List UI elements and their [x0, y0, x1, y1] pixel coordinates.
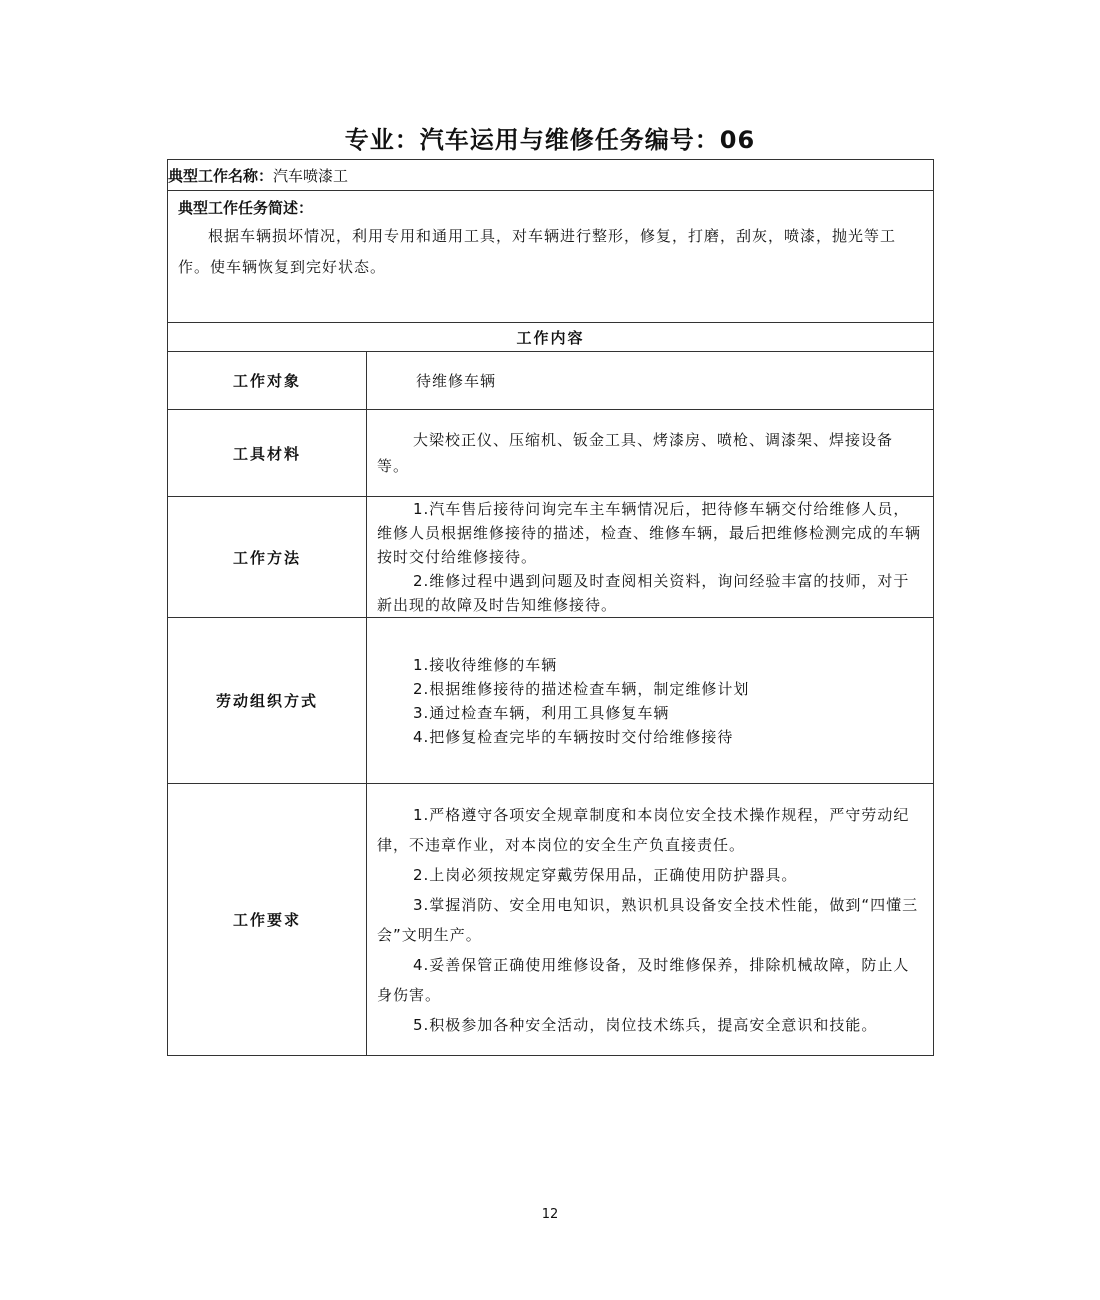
- work-object-row: [168, 352, 934, 410]
- tools-row: [168, 410, 934, 497]
- work-object-content: [367, 352, 934, 410]
- tools-text: 大梁校正仪、压缩机、钣金工具、烤漆房、喷枪、调漆架、焊接设备等。: [377, 431, 894, 475]
- job-name-label: 典型工作名称：: [168, 166, 274, 185]
- labor-line-1: 1.接收待维修的车辆: [413, 655, 558, 674]
- requirements-line-3: 3.掌握消防、安全用电知识，熟识机具设备安全技术性能，做到“四懂三会”文明生产。: [377, 895, 919, 944]
- labor-line-2: 2.根据维修接待的描述检查车辆，制定维修计划: [413, 679, 750, 698]
- task-table: [167, 159, 934, 1056]
- requirements-line-1: 1.严格遵守各项安全规章制度和本岗位安全技术操作规程，严守劳动纪律，不违章作业，对本岗位的安全生产负直接责任。: [377, 805, 910, 854]
- work-object-label: 工作对象: [168, 352, 367, 410]
- method-line-1: 1.汽车售后接待问询完车主车辆情况后，把待修车辆交付给维修人员，维修人员根据维修接待的描述，检查、维修车辆，最后把维修检测完成的车辆按时交付给维修接待。: [377, 500, 922, 566]
- requirements-line-4: 4.妥善保管正确使用维修设备，及时维修保养，排除机械故障，防止人身伤害。: [377, 955, 910, 1004]
- work-content-title-row: [168, 323, 934, 352]
- tools-content: [367, 410, 934, 497]
- requirements-line-2: 2.上岗必须按规定穿戴劳保用品，正确使用防护器具。: [413, 865, 798, 884]
- method-content: [367, 497, 934, 618]
- requirements-label: 工作要求: [168, 784, 367, 1056]
- page-number: 12: [541, 1207, 559, 1222]
- job-name-value: 汽车喷漆工: [273, 166, 349, 185]
- labor-row: [168, 618, 934, 784]
- method-row: [168, 497, 934, 618]
- labor-label: 劳动组织方式: [168, 618, 367, 784]
- method-line-2: 2.维修过程中遇到问题及时查阅相关资料，询问经验丰富的技师，对于新出现的故障及时告知维修接待。: [377, 572, 910, 614]
- requirements-row: [168, 784, 934, 1056]
- task-description-row: [168, 191, 934, 323]
- page-title: 专业：汽车运用与维修任务编号：06: [344, 126, 756, 154]
- requirements-content: [367, 784, 934, 1056]
- method-label: 工作方法: [168, 497, 367, 618]
- work-object-text: 待维修车辆: [416, 371, 497, 390]
- requirements-line-5: 5.积极参加各种安全活动，岗位技术练兵，提高安全意识和技能。: [413, 1015, 878, 1034]
- task-description-cell: [168, 191, 934, 323]
- work-content-title: 工作内容: [168, 323, 934, 352]
- labor-line-3: 3.通过检查车辆，利用工具修复车辆: [413, 703, 670, 722]
- job-name-row: [168, 160, 934, 191]
- labor-content: [367, 618, 934, 784]
- tools-label: 工具材料: [168, 410, 367, 497]
- labor-line-4: 4.把修复检查完毕的车辆按时交付给维修接待: [413, 727, 734, 746]
- task-description-text: 根据车辆损坏情况，利用专用和通用工具，对车辆进行整形，修复，打磨，刮灰，喷漆，抛光等工作。使车辆恢复到完好状态。: [178, 227, 897, 276]
- task-description-label: 典型工作任务简述：: [178, 199, 314, 217]
- job-name-cell: [168, 160, 934, 191]
